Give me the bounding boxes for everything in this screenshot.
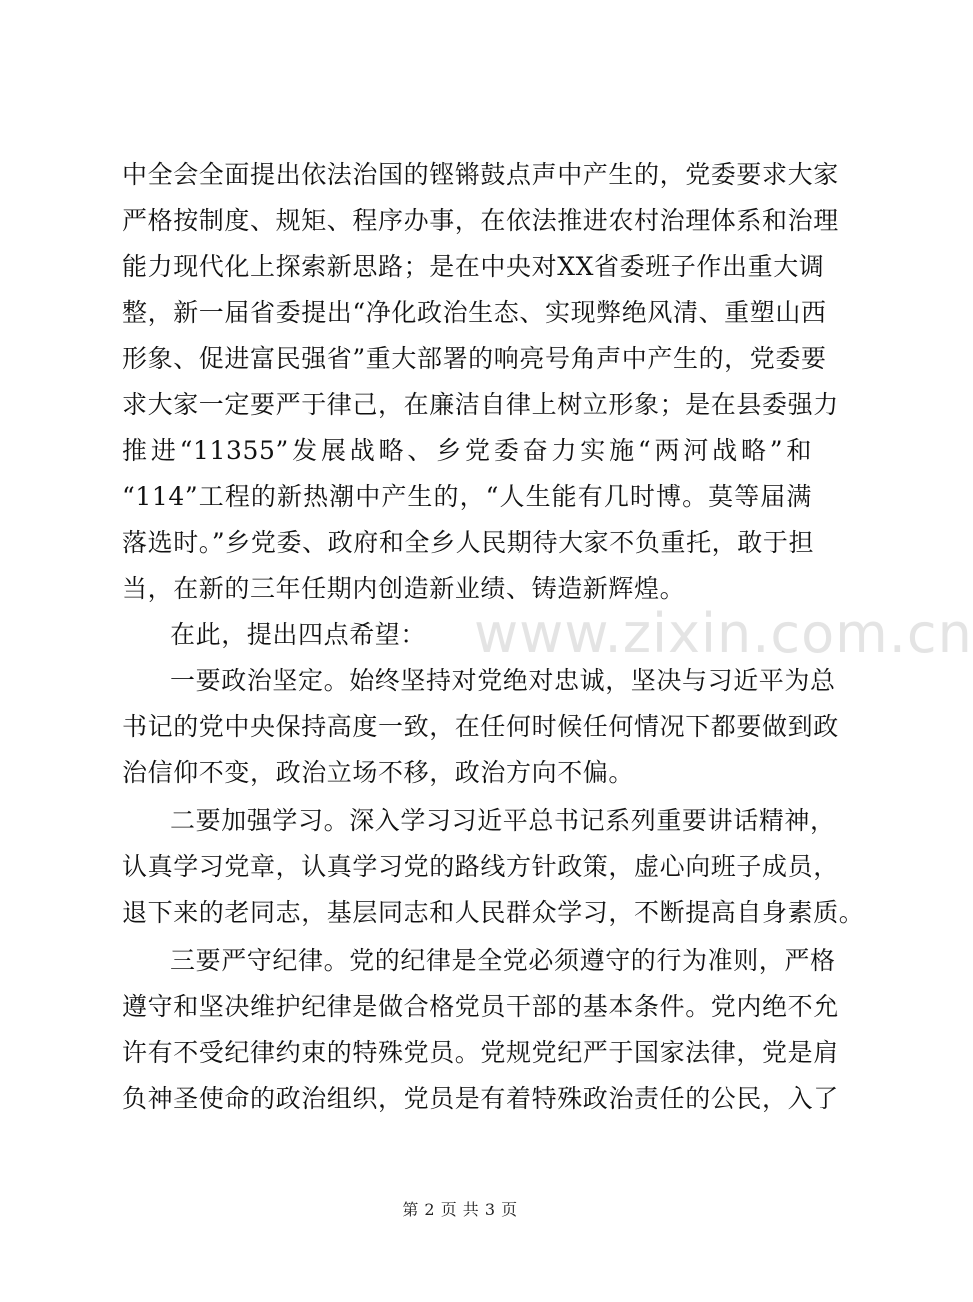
text-line: “114”工程的新热潮中产生的，“人生能有几时博。莫等届满 [122, 482, 812, 511]
paragraph-first-line: 一要政治坚定。始终坚持对党绝对忠诚，坚决与习近平为总 [170, 666, 836, 695]
text-line: 形象、促进富民强省”重大部署的响亮号角声中产生的，党委要 [122, 344, 827, 373]
text-line: 认真学习党章，认真学习党的路线方针政策，虚心向班子成员， [122, 852, 839, 881]
text-line: 负神圣使命的政治组织，党员是有着特殊政治责任的公民，入了 [122, 1084, 839, 1113]
text-line: 书记的党中央保持高度一致，在任何时候任何情况下都要做到政 [122, 712, 839, 741]
text-line: 推进“11355”发展战略、乡党委奋力实施“两河战略”和 [122, 436, 812, 465]
text-line: 当，在新的三年任期内创造新业绩、铸造新辉煌。 [122, 574, 686, 603]
paragraph-first-line: 三要严守纪律。党的纪律是全党必须遵守的行为准则，严格 [170, 946, 836, 975]
paragraph-heading: 在此，提出四点希望： [170, 620, 427, 649]
watermark: www.zixin.com.cn [474, 602, 973, 665]
text-line: 求大家一定要严于律己，在廉洁自律上树立形象；是在县委强力 [122, 390, 839, 419]
paragraph-first-line: 二要加强学习。深入学习习近平总书记系列重要讲话精神， [170, 806, 836, 835]
text-line: 能力现代化上探索新思路；是在中央对XX省委班子作出重大调 [122, 252, 825, 281]
page-footer: 第 2 页 共 3 页 [402, 1200, 518, 1219]
text-line: 严格按制度、规矩、程序办事，在依法推进农村治理体系和治理 [122, 206, 839, 235]
text-line: 许有不受纪律约束的特殊党员。党规党纪严于国家法律，党是肩 [122, 1038, 839, 1067]
text-line: 治信仰不变，政治立场不移，政治方向不偏。 [122, 758, 635, 787]
text-line: 中全会全面提出依法治国的铿锵鼓点声中产生的，党委要求大家 [122, 160, 839, 189]
text-line: 整，新一届省委提出“净化政治生态、实现弊绝风清、重塑山西 [122, 298, 827, 327]
text-line: 遵守和坚决维护纪律是做合格党员干部的基本条件。党内绝不允 [122, 992, 839, 1021]
text-line: 落选时。”乡党委、政府和全乡人民期待大家不负重托，敢于担 [122, 528, 815, 557]
text-line: 退下来的老同志，基层同志和人民群众学习，不断提高自身素质。 [122, 898, 865, 927]
